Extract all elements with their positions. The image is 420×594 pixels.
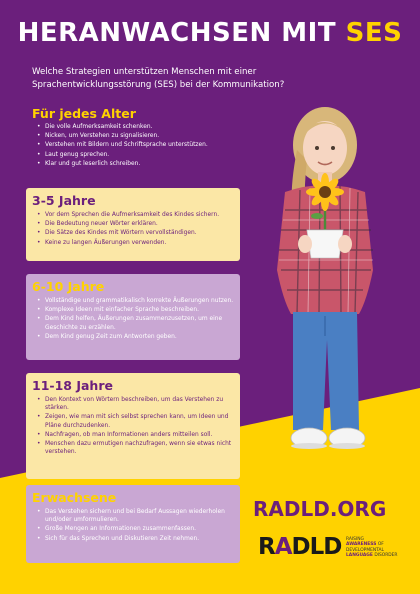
list-item: • Dem Kind helfen, Äußerungen zusammenzusetzen, um eine Geschichte zu erzählen.: [45, 315, 234, 331]
intro-text: Welche Strategien unterstützen Menschen mit einer Sprachentwicklungsstörung (SES) bei der Kommunikation?: [32, 67, 285, 90]
list-item: • Nachfragen, ob man Informationen anders mitteilen soll.: [45, 431, 234, 439]
list-item: • Nicken, um Verstehen zu signalisieren.: [45, 132, 242, 140]
list-item: • Den Kontext von Wörtern beschreiben, um das Verstehen zu stärken.: [45, 396, 234, 412]
list-item: • Die Bedeutung neuer Wörter erklären.: [45, 220, 234, 228]
list-item: • Große Mengen an Informationen zusammenfassen.: [45, 525, 234, 533]
list-item: • Die volle Aufmerksamkeit schenken.: [45, 123, 242, 131]
list-item: • Komplexe Ideen mit einfacher Sprache beschreiben.: [45, 306, 234, 314]
section-heading: 6-10 Jahre: [32, 279, 105, 294]
list-item: • Die Sätze des Kindes mit Wörtern vervollständigen.: [45, 229, 234, 237]
list-item: • Vollständige und grammatikalisch korrekte Äußerungen nutzen.: [45, 297, 234, 305]
section-all-ages: [32, 106, 242, 169]
title-main: HERANWACHSEN MIT: [17, 18, 337, 48]
section-3-5-years: [26, 188, 240, 261]
section-heading: 11-18 Jahre: [32, 378, 113, 393]
logo-tagline: RAISING AWARENESS OF DEVELOPMENTAL LANGUAGE DISORDER: [346, 537, 398, 559]
girl-with-sunflower-illustration: [255, 100, 420, 480]
list-item: • Keine zu langen Äußerungen verwenden.: [45, 239, 234, 247]
list-item: • Dem Kind genug Zeit zum Antworten geben.: [45, 333, 234, 341]
list-item: • Vor dem Sprechen die Aufmerksamkeit des Kindes sichern.: [45, 211, 234, 219]
logo-wordmark: RADLD: [258, 534, 342, 560]
strategy-list: [32, 396, 234, 456]
section-6-10-years: [26, 274, 240, 360]
section-11-18-years: [26, 373, 240, 479]
list-item: • Das Verstehen sichern und bei Bedarf Aussagen wiederholen und/oder umformulieren.: [45, 508, 234, 524]
list-item: • Klar und gut leserlich schreiben.: [45, 160, 242, 168]
section-heading: Für jedes Alter: [32, 106, 136, 121]
section-adults: [26, 485, 240, 563]
strategy-list: [32, 297, 234, 341]
list-item: • Laut genug sprechen.: [45, 151, 242, 159]
list-item: • Verstehen mit Bildern und Schriftsprache unterstützen.: [45, 141, 242, 149]
radld-logo: [258, 534, 341, 560]
list-item: • Zeigen, wie man mit sich selbst sprechen kann, um Ideen und Pläne durchzudenken.: [45, 413, 234, 429]
strategy-list: [32, 123, 242, 168]
list-item: • Sich für das Sprechen und Diskutieren Zeit nehmen.: [45, 535, 234, 543]
strategy-list: [32, 508, 234, 543]
website-link[interactable]: RADLD.ORG: [253, 497, 387, 521]
poster-title: [0, 18, 420, 48]
list-item: • Menschen dazu ermutigen nachzufragen, wenn sie etwas nicht verstehen.: [45, 440, 234, 456]
section-heading: Erwachsene: [32, 490, 117, 505]
title-highlight: SES: [345, 18, 403, 48]
strategy-list: [32, 211, 234, 247]
section-heading: 3-5 Jahre: [32, 193, 96, 208]
